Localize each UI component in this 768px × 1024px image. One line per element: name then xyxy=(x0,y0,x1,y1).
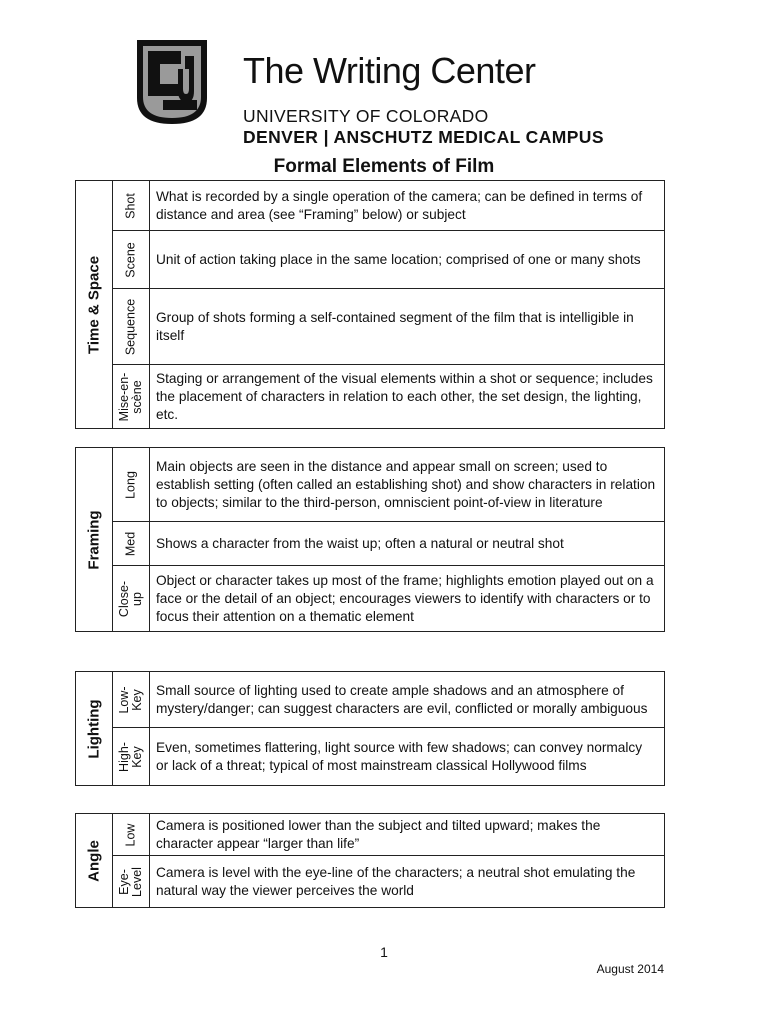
definition-eye-level: Camera is level with the eye-line of the characters; a neutral shot emulating the natural way the viewer perceives the world xyxy=(150,856,665,908)
group-label-framing: Framing xyxy=(76,448,113,632)
term-mise-en-scene: Mise-en- scène xyxy=(113,365,150,429)
definition-close-up: Object or character takes up most of the frame; highlights emotion played out on a face or the detail of an object; encourages viewers to identify with characters or to focus their attention on a thematic element xyxy=(150,566,665,632)
group-label-lighting: Lighting xyxy=(76,672,113,786)
angle-table xyxy=(75,813,665,908)
definition-scene: Unit of action taking place in the same location; comprised of one or many shots xyxy=(150,231,665,289)
org-university: UNIVERSITY OF COLORADO xyxy=(243,106,489,126)
term-sequence: Sequence xyxy=(113,289,150,365)
definition-mise-en-scene: Staging or arrangement of the visual elements within a shot or sequence; includes the placement of characters in relation to each other, the set design, the lighting, etc. xyxy=(150,365,665,429)
org-title: The Writing Center xyxy=(243,50,536,91)
org-campus: DENVER | ANSCHUTZ MEDICAL CAMPUS xyxy=(243,127,604,147)
term-eye-level: Eye- Level xyxy=(113,856,150,908)
definition-med: Shows a character from the waist up; often a natural or neutral shot xyxy=(150,522,665,566)
term-scene: Scene xyxy=(113,231,150,289)
header xyxy=(131,36,631,151)
term-close-up: Close- up xyxy=(113,566,150,632)
lighting-table xyxy=(75,671,665,786)
cu-logo-icon xyxy=(131,36,213,128)
term-low: Low xyxy=(113,814,150,856)
definition-sequence: Group of shots forming a self-contained segment of the film that is intelligible in itself xyxy=(150,289,665,365)
term-high-key: High- Key xyxy=(113,728,150,786)
page-number: 1 xyxy=(380,944,388,960)
page-title: Formal Elements of Film xyxy=(273,156,495,177)
definition-shot: What is recorded by a single operation of the camera; can be defined in terms of distance and area (see “Framing” below) or subject xyxy=(150,181,665,231)
definition-low: Camera is positioned lower than the subject and tilted upward; makes the character appear “larger than life” xyxy=(150,814,665,856)
definition-long: Main objects are seen in the distance and appear small on screen; used to establish setting (often called an establishing shot) and show characters in relation to objects; similar to the third-person, omniscient point-of-view in literature xyxy=(150,448,665,522)
document-date: August 2014 xyxy=(596,962,664,976)
term-long: Long xyxy=(113,448,150,522)
definition-high-key: Even, sometimes flattering, light source with few shadows; can convey normalcy or lack of a threat; typical of most mainstream classical Hollywood films xyxy=(150,728,665,786)
definition-low-key: Small source of lighting used to create ample shadows and an atmosphere of mystery/danger; can suggest characters are evil, conflicted or morally ambiguous xyxy=(150,672,665,728)
term-shot: Shot xyxy=(113,181,150,231)
group-label-time-space: Time & Space xyxy=(76,181,113,429)
time-space-table xyxy=(75,180,665,429)
group-label-angle: Angle xyxy=(76,814,113,908)
term-low-key: Low- Key xyxy=(113,672,150,728)
term-med: Med xyxy=(113,522,150,566)
framing-table xyxy=(75,447,665,632)
